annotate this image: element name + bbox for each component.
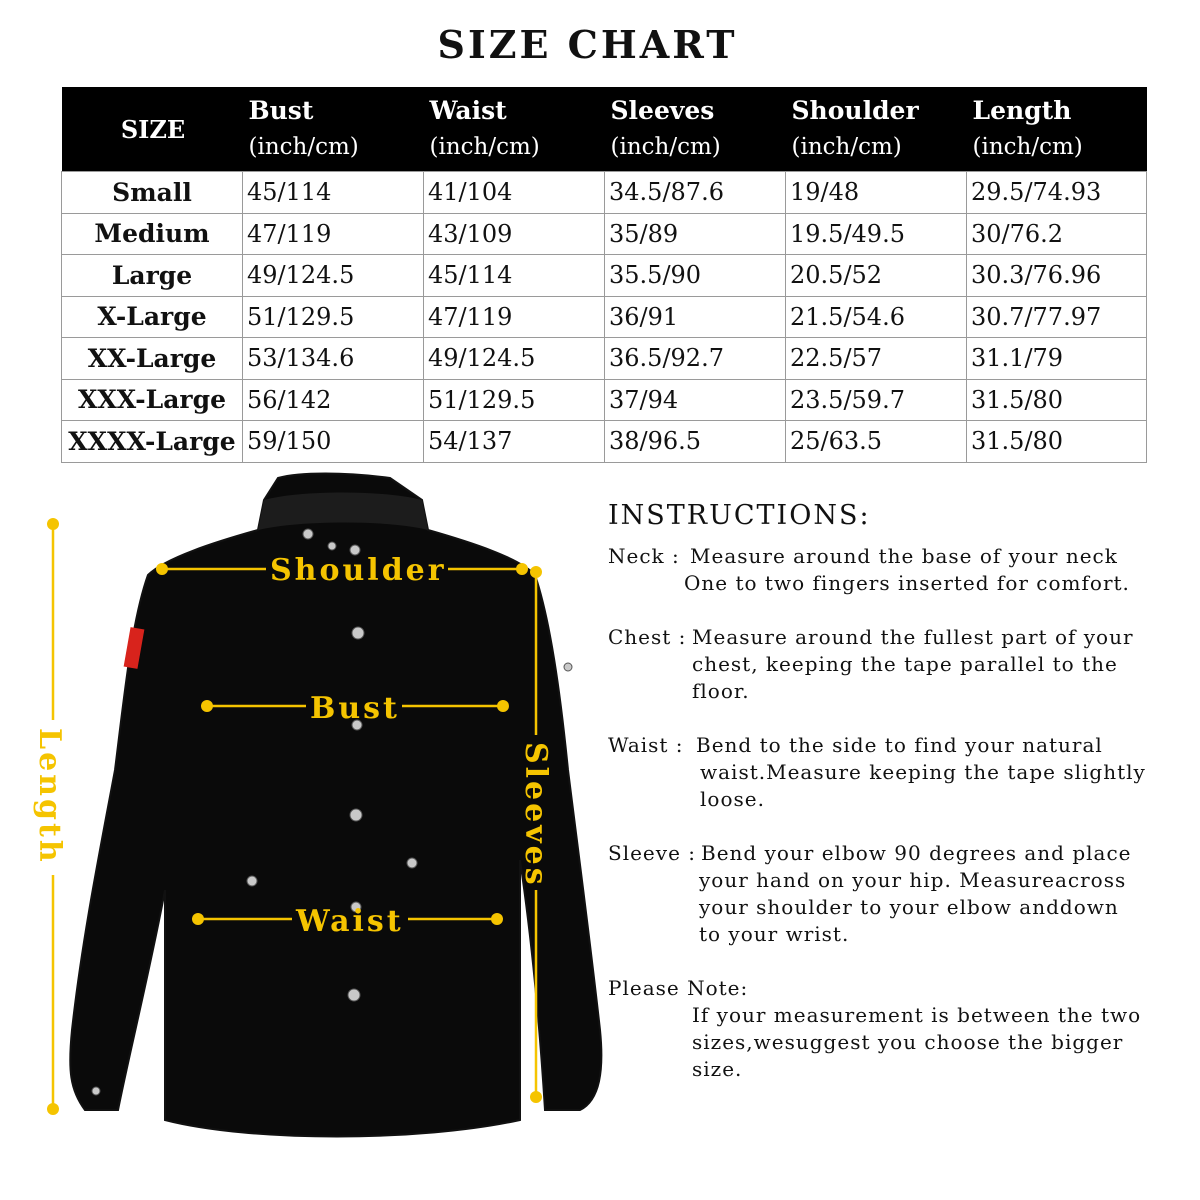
measurement-cell: 19/48 <box>786 172 967 214</box>
size-name-cell: XXX-Large <box>62 379 243 421</box>
measurement-cell: 43/109 <box>424 213 605 255</box>
measurement-cell: 29.5/74.93 <box>967 172 1147 214</box>
measurement-cell: 51/129.5 <box>424 379 605 421</box>
measurement-cell: 49/124.5 <box>243 255 424 297</box>
instruction-line: your shoulder to your elbow anddown <box>699 895 1119 919</box>
measurement-cell: 21.5/54.6 <box>786 296 967 338</box>
measurement-cell: 41/104 <box>424 172 605 214</box>
size-name-cell: XX-Large <box>62 338 243 380</box>
table-row <box>62 421 1147 463</box>
measurement-cell: 30.7/77.97 <box>967 296 1147 338</box>
measurement-cell: 56/142 <box>243 379 424 421</box>
measurement-cell: 34.5/87.6 <box>605 172 786 214</box>
table-row <box>62 338 1147 380</box>
table-row <box>62 296 1147 338</box>
measurement-cell: 54/137 <box>424 421 605 463</box>
header-size: SIZE <box>62 87 243 172</box>
instruction-line: Measure around the base of your neck <box>690 544 1118 568</box>
waist-label: Waist <box>296 904 404 939</box>
header-waist: Waist (inch/cm) <box>424 87 605 172</box>
instruction-line: If your measurement is between the two <box>692 1003 1142 1027</box>
instruction-line: chest, keeping the tape parallel to the <box>692 652 1118 676</box>
instruction-line: Measure around the fullest part of your <box>692 625 1134 649</box>
instruction-line: sizes,wesuggest you choose the bigger <box>692 1030 1124 1054</box>
instruction-line: waist.Measure keeping the tape slightly <box>700 760 1146 784</box>
page-title: SIZE CHART <box>437 22 738 67</box>
instruction-term: Sleeve : <box>608 841 696 865</box>
size-name-cell: Small <box>62 172 243 214</box>
instruction-term: Chest : <box>608 625 687 649</box>
measurement-cell: 31.5/80 <box>967 379 1147 421</box>
header-shoulder: Shoulder (inch/cm) <box>786 87 967 172</box>
length-measure <box>32 518 67 1115</box>
size-table <box>61 87 1147 463</box>
shoulder-label: Shoulder <box>270 553 447 588</box>
jacket-figure <box>0 470 610 1170</box>
measurement-cell: 38/96.5 <box>605 421 786 463</box>
measurement-cell: 45/114 <box>424 255 605 297</box>
measurement-cell: 36.5/92.7 <box>605 338 786 380</box>
measurement-cell: 35/89 <box>605 213 786 255</box>
instructions-title: INSTRUCTIONS: <box>608 500 871 531</box>
measurement-cell: 30.3/76.96 <box>967 255 1147 297</box>
header-bust: Bust (inch/cm) <box>243 87 424 172</box>
measurement-cell: 36/91 <box>605 296 786 338</box>
table-row <box>62 255 1147 297</box>
size-name-cell: Medium <box>62 213 243 255</box>
table-header-row <box>62 87 1147 172</box>
header-sleeves: Sleeves (inch/cm) <box>605 87 786 172</box>
measurement-cell: 31.1/79 <box>967 338 1147 380</box>
measurement-cell: 23.5/59.7 <box>786 379 967 421</box>
instruction-term: Neck : <box>608 544 680 568</box>
table-row <box>62 379 1147 421</box>
measurement-cell: 47/119 <box>424 296 605 338</box>
sleeves-label: Sleeves <box>518 742 553 888</box>
instruction-line: your hand on your hip. Measureacross <box>699 868 1127 892</box>
measurement-cell: 22.5/57 <box>786 338 967 380</box>
instruction-line: size. <box>692 1057 743 1081</box>
instruction-line: Bend to the side to find your natural <box>696 733 1103 757</box>
measurement-cell: 19.5/49.5 <box>786 213 967 255</box>
table-row <box>62 213 1147 255</box>
size-name-cell: XXXX-Large <box>62 421 243 463</box>
table-row <box>62 172 1147 214</box>
measurement-cell: 59/150 <box>243 421 424 463</box>
measurement-cell: 35.5/90 <box>605 255 786 297</box>
measurement-cell: 25/63.5 <box>786 421 967 463</box>
instruction-line: Bend your elbow 90 degrees and place <box>701 841 1132 865</box>
size-name-cell: X-Large <box>62 296 243 338</box>
measurement-cell: 45/114 <box>243 172 424 214</box>
header-length: Length (inch/cm) <box>967 87 1147 172</box>
instruction-term: Please Note: <box>608 976 749 1000</box>
jacket-illustration <box>0 470 610 1170</box>
instruction-line: floor. <box>692 679 750 703</box>
measurement-cell: 37/94 <box>605 379 786 421</box>
measurement-cell: 51/129.5 <box>243 296 424 338</box>
instruction-line: One to two fingers inserted for comfort. <box>684 571 1130 595</box>
measurement-cell: 31.5/80 <box>967 421 1147 463</box>
measurement-cell: 53/134.6 <box>243 338 424 380</box>
size-name-cell: Large <box>62 255 243 297</box>
measurement-cell: 49/124.5 <box>424 338 605 380</box>
length-label: Length <box>32 728 67 865</box>
instruction-line: to your wrist. <box>699 922 850 946</box>
bust-label: Bust <box>310 691 400 726</box>
measurement-cell: 47/119 <box>243 213 424 255</box>
instructions-panel <box>608 500 1168 1081</box>
instruction-term: Waist : <box>608 733 684 757</box>
instruction-line: loose. <box>700 787 765 811</box>
measurement-cell: 30/76.2 <box>967 213 1147 255</box>
measurement-cell: 20.5/52 <box>786 255 967 297</box>
